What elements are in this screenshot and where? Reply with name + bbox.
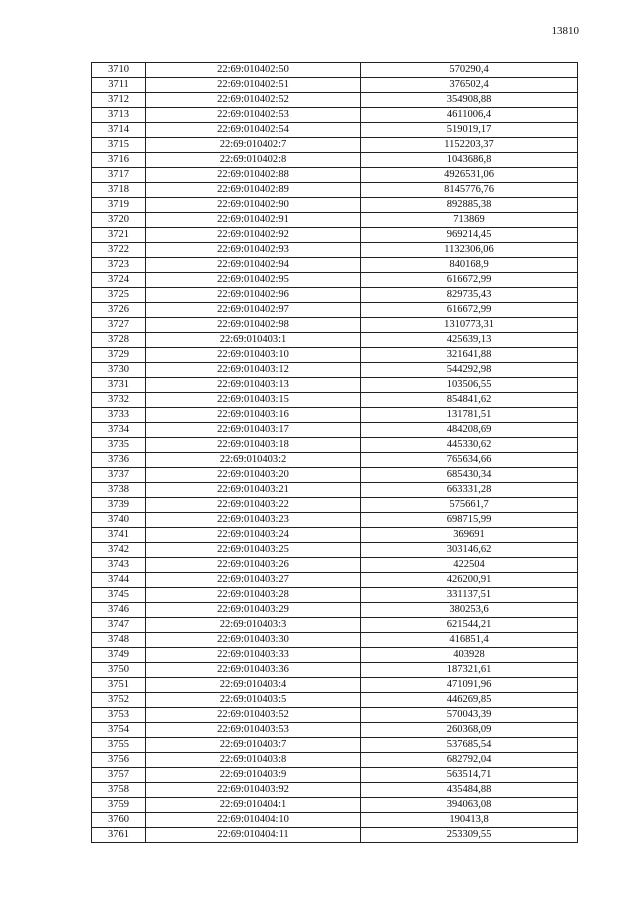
cadastral-number-cell: 22:69:010403:53: [146, 723, 361, 738]
cadastral-value-cell: 4926531,06: [361, 168, 578, 183]
row-number-cell: 3719: [92, 198, 146, 213]
cadastral-value-cell: 8145776,76: [361, 183, 578, 198]
cadastral-number-cell: 22:69:010402:95: [146, 273, 361, 288]
table-row: [92, 603, 578, 618]
cadastral-number-cell: 22:69:010403:23: [146, 513, 361, 528]
table-row: [92, 813, 578, 828]
table-row: [92, 168, 578, 183]
cadastral-number-cell: 22:69:010403:16: [146, 408, 361, 423]
cadastral-number-cell: 22:69:010402:54: [146, 123, 361, 138]
cadastral-value-cell: 426200,91: [361, 573, 578, 588]
table-row: [92, 123, 578, 138]
cadastral-value-cell: 616672,99: [361, 273, 578, 288]
row-number-cell: 3738: [92, 483, 146, 498]
cadastral-number-cell: 22:69:010403:2: [146, 453, 361, 468]
row-number-cell: 3716: [92, 153, 146, 168]
cadastral-value-cell: 303146,62: [361, 543, 578, 558]
table-row: [92, 318, 578, 333]
row-number-cell: 3710: [92, 63, 146, 78]
row-number-cell: 3735: [92, 438, 146, 453]
table-row: [92, 738, 578, 753]
cadastral-number-cell: 22:69:010403:12: [146, 363, 361, 378]
row-number-cell: 3723: [92, 258, 146, 273]
cadastral-number-cell: 22:69:010402:88: [146, 168, 361, 183]
table-row: [92, 363, 578, 378]
row-number-cell: 3757: [92, 768, 146, 783]
row-number-cell: 3739: [92, 498, 146, 513]
row-number-cell: 3756: [92, 753, 146, 768]
row-number-cell: 3715: [92, 138, 146, 153]
row-number-cell: 3761: [92, 828, 146, 843]
row-number-cell: 3718: [92, 183, 146, 198]
table-row: [92, 93, 578, 108]
cadastral-number-cell: 22:69:010402:8: [146, 153, 361, 168]
cadastral-value-cell: 854841,62: [361, 393, 578, 408]
cadastral-value-cell: 187321,61: [361, 663, 578, 678]
row-number-cell: 3727: [92, 318, 146, 333]
table-row: [92, 63, 578, 78]
cadastral-number-cell: 22:69:010403:4: [146, 678, 361, 693]
row-number-cell: 3726: [92, 303, 146, 318]
cadastral-value-cell: 765634,66: [361, 453, 578, 468]
row-number-cell: 3752: [92, 693, 146, 708]
row-number-cell: 3758: [92, 783, 146, 798]
cadastral-value-cell: 446269,85: [361, 693, 578, 708]
cadastral-number-cell: 22:69:010402:94: [146, 258, 361, 273]
table-row: [92, 393, 578, 408]
cadastral-number-cell: 22:69:010403:1: [146, 333, 361, 348]
table-row: [92, 303, 578, 318]
table-row: [92, 678, 578, 693]
cadastral-number-cell: 22:69:010403:30: [146, 633, 361, 648]
row-number-cell: 3749: [92, 648, 146, 663]
cadastral-value-cell: 394063,08: [361, 798, 578, 813]
cadastral-number-cell: 22:69:010402:89: [146, 183, 361, 198]
cadastral-number-cell: 22:69:010403:18: [146, 438, 361, 453]
row-number-cell: 3760: [92, 813, 146, 828]
table-body: [92, 63, 578, 843]
row-number-cell: 3754: [92, 723, 146, 738]
table-row: [92, 243, 578, 258]
row-number-cell: 3744: [92, 573, 146, 588]
cadastral-value-cell: 685430,34: [361, 468, 578, 483]
cadastral-number-cell: 22:69:010403:29: [146, 603, 361, 618]
cadastral-value-cell: 616672,99: [361, 303, 578, 318]
cadastral-number-cell: 22:69:010402:53: [146, 108, 361, 123]
cadastral-number-cell: 22:69:010403:17: [146, 423, 361, 438]
row-number-cell: 3717: [92, 168, 146, 183]
cadastral-value-cell: 544292,98: [361, 363, 578, 378]
row-number-cell: 3751: [92, 678, 146, 693]
cadastral-value-cell: 969214,45: [361, 228, 578, 243]
cadastral-value-cell: 663331,28: [361, 483, 578, 498]
table-row: [92, 213, 578, 228]
table-row: [92, 768, 578, 783]
table-row: [92, 288, 578, 303]
cadastral-number-cell: 22:69:010403:3: [146, 618, 361, 633]
table-row: [92, 138, 578, 153]
cadastral-value-cell: 713869: [361, 213, 578, 228]
table-row: [92, 378, 578, 393]
table-row: [92, 798, 578, 813]
row-number-cell: 3741: [92, 528, 146, 543]
row-number-cell: 3722: [92, 243, 146, 258]
cadastral-number-cell: 22:69:010403:26: [146, 558, 361, 573]
table-row: [92, 438, 578, 453]
table-row: [92, 648, 578, 663]
cadastral-value-cell: 380253,6: [361, 603, 578, 618]
table-row: [92, 753, 578, 768]
cadastral-number-cell: 22:69:010403:20: [146, 468, 361, 483]
cadastral-value-cell: 1132306,06: [361, 243, 578, 258]
cadastral-value-cell: 575661,7: [361, 498, 578, 513]
row-number-cell: 3734: [92, 423, 146, 438]
cadastral-number-cell: 22:69:010403:9: [146, 768, 361, 783]
row-number-cell: 3728: [92, 333, 146, 348]
row-number-cell: 3713: [92, 108, 146, 123]
cadastral-value-cell: 425639,13: [361, 333, 578, 348]
row-number-cell: 3746: [92, 603, 146, 618]
table-row: [92, 663, 578, 678]
table-row: [92, 453, 578, 468]
row-number-cell: 3750: [92, 663, 146, 678]
table-row: [92, 558, 578, 573]
cadastral-value-cell: 445330,62: [361, 438, 578, 453]
cadastral-value-cell: 416851,4: [361, 633, 578, 648]
row-number-cell: 3740: [92, 513, 146, 528]
table-row: [92, 483, 578, 498]
table-row: [92, 708, 578, 723]
row-number-cell: 3712: [92, 93, 146, 108]
row-number-cell: 3731: [92, 378, 146, 393]
table-row: [92, 348, 578, 363]
row-number-cell: 3714: [92, 123, 146, 138]
cadastral-value-cell: 260368,09: [361, 723, 578, 738]
cadastral-number-cell: 22:69:010402:97: [146, 303, 361, 318]
cadastral-value-cell: 321641,88: [361, 348, 578, 363]
cadastral-number-cell: 22:69:010403:24: [146, 528, 361, 543]
table-row: [92, 528, 578, 543]
cadastral-number-cell: 22:69:010403:10: [146, 348, 361, 363]
cadastral-number-cell: 22:69:010404:1: [146, 798, 361, 813]
cadastral-number-cell: 22:69:010403:25: [146, 543, 361, 558]
cadastral-number-cell: 22:69:010403:22: [146, 498, 361, 513]
cadastral-value-cell: 403928: [361, 648, 578, 663]
cadastral-value-cell: 519019,17: [361, 123, 578, 138]
cadastral-value-cell: 331137,51: [361, 588, 578, 603]
row-number-cell: 3753: [92, 708, 146, 723]
table-row: [92, 543, 578, 558]
row-number-cell: 3729: [92, 348, 146, 363]
cadastral-value-cell: 190413,8: [361, 813, 578, 828]
cadastral-value-cell: 698715,99: [361, 513, 578, 528]
cadastral-value-cell: 1043686,8: [361, 153, 578, 168]
cadastral-value-cell: 103506,55: [361, 378, 578, 393]
cadastral-number-cell: 22:69:010403:8: [146, 753, 361, 768]
table-row: [92, 258, 578, 273]
table-row: [92, 153, 578, 168]
table-row: [92, 513, 578, 528]
cadastral-value-cell: 376502,4: [361, 78, 578, 93]
table-row: [92, 618, 578, 633]
cadastral-value-cell: 537685,54: [361, 738, 578, 753]
table-row: [92, 228, 578, 243]
cadastral-number-cell: 22:69:010403:7: [146, 738, 361, 753]
cadastral-value-cell: 570043,39: [361, 708, 578, 723]
cadastral-value-cell: 471091,96: [361, 678, 578, 693]
cadastral-number-cell: 22:69:010402:93: [146, 243, 361, 258]
table-row: [92, 423, 578, 438]
row-number-cell: 3743: [92, 558, 146, 573]
row-number-cell: 3737: [92, 468, 146, 483]
cadastral-number-cell: 22:69:010403:5: [146, 693, 361, 708]
cadastral-value-cell: 369691: [361, 528, 578, 543]
row-number-cell: 3730: [92, 363, 146, 378]
table-row: [92, 723, 578, 738]
cadastral-number-cell: 22:69:010402:7: [146, 138, 361, 153]
table-row: [92, 78, 578, 93]
cadastral-number-cell: 22:69:010402:52: [146, 93, 361, 108]
row-number-cell: 3759: [92, 798, 146, 813]
cadastral-value-cell: 422504: [361, 558, 578, 573]
row-number-cell: 3724: [92, 273, 146, 288]
row-number-cell: 3745: [92, 588, 146, 603]
cadastral-value-cell: 570290,4: [361, 63, 578, 78]
cadastral-value-cell: 892885,38: [361, 198, 578, 213]
page-number: 13810: [551, 25, 579, 37]
cadastral-value-cell: 1152203,37: [361, 138, 578, 153]
row-number-cell: 3720: [92, 213, 146, 228]
table-row: [92, 693, 578, 708]
cadastral-number-cell: 22:69:010404:10: [146, 813, 361, 828]
cadastral-value-cell: 253309,55: [361, 828, 578, 843]
cadastral-number-cell: 22:69:010402:51: [146, 78, 361, 93]
cadastral-value-cell: 354908,88: [361, 93, 578, 108]
cadastral-number-cell: 22:69:010403:13: [146, 378, 361, 393]
cadastral-value-cell: 563514,71: [361, 768, 578, 783]
table-row: [92, 498, 578, 513]
cadastral-number-cell: 22:69:010402:50: [146, 63, 361, 78]
cadastral-value-cell: 682792,04: [361, 753, 578, 768]
row-number-cell: 3721: [92, 228, 146, 243]
row-number-cell: 3725: [92, 288, 146, 303]
cadastral-number-cell: 22:69:010402:98: [146, 318, 361, 333]
row-number-cell: 3742: [92, 543, 146, 558]
cadastral-number-cell: 22:69:010403:15: [146, 393, 361, 408]
row-number-cell: 3732: [92, 393, 146, 408]
cadastral-number-cell: 22:69:010403:92: [146, 783, 361, 798]
cadastral-number-cell: 22:69:010403:33: [146, 648, 361, 663]
cadastral-number-cell: 22:69:010402:92: [146, 228, 361, 243]
cadastral-number-cell: 22:69:010403:27: [146, 573, 361, 588]
row-number-cell: 3748: [92, 633, 146, 648]
table-row: [92, 783, 578, 798]
cadastral-value-cell: 840168,9: [361, 258, 578, 273]
cadastral-value-cell: 829735,43: [361, 288, 578, 303]
table-row: [92, 408, 578, 423]
cadastral-value-cell: 1310773,31: [361, 318, 578, 333]
table-row: [92, 468, 578, 483]
cadastral-value-cell: 621544,21: [361, 618, 578, 633]
table-row: [92, 333, 578, 348]
cadastral-number-cell: 22:69:010402:90: [146, 198, 361, 213]
table-row: [92, 273, 578, 288]
cadastral-value-cell: 435484,88: [361, 783, 578, 798]
cadastral-value-cell: 4611006,4: [361, 108, 578, 123]
table-row: [92, 108, 578, 123]
table-row: [92, 183, 578, 198]
cadastral-number-cell: 22:69:010402:91: [146, 213, 361, 228]
row-number-cell: 3736: [92, 453, 146, 468]
row-number-cell: 3711: [92, 78, 146, 93]
cadastral-number-cell: 22:69:010403:28: [146, 588, 361, 603]
row-number-cell: 3755: [92, 738, 146, 753]
cadastral-number-cell: 22:69:010402:96: [146, 288, 361, 303]
table-row: [92, 828, 578, 843]
table-row: [92, 588, 578, 603]
table-row: [92, 633, 578, 648]
row-number-cell: 3733: [92, 408, 146, 423]
cadastral-value-table: [91, 62, 578, 843]
table-row: [92, 573, 578, 588]
cadastral-number-cell: 22:69:010403:36: [146, 663, 361, 678]
cadastral-value-cell: 484208,69: [361, 423, 578, 438]
cadastral-value-cell: 131781,51: [361, 408, 578, 423]
row-number-cell: 3747: [92, 618, 146, 633]
table-row: [92, 198, 578, 213]
cadastral-number-cell: 22:69:010403:52: [146, 708, 361, 723]
cadastral-number-cell: 22:69:010404:11: [146, 828, 361, 843]
cadastral-number-cell: 22:69:010403:21: [146, 483, 361, 498]
